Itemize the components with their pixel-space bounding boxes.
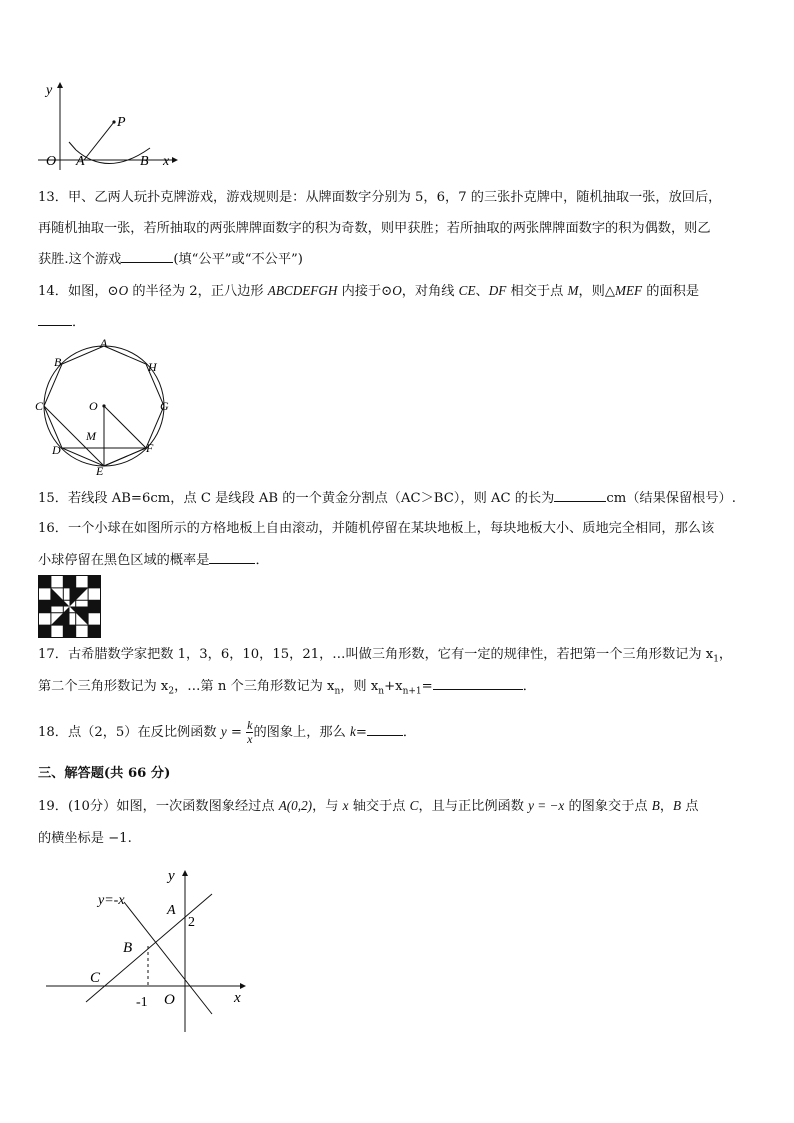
linear-function-figure — [40, 862, 252, 1034]
label-B: B — [140, 154, 149, 169]
svg-text:x: x — [234, 990, 241, 1006]
svg-text:C: C — [35, 399, 44, 413]
label-x: x — [163, 154, 170, 169]
q14-line1: 14．如图，⊙O 的半径为 2，正八边形 ABCDEFGH 内接于⊙O，对角线 CE、DF 相交于点 M，则△MEF 的面积是 — [38, 283, 700, 299]
q17-line2: 第二个三角形数记为 $x_2$，…第 n 个三角形数记为 $x_n$，则 $x_n+x_{n+1}=$ ． — [38, 679, 536, 697]
answer-blank[interactable] — [121, 250, 173, 263]
label-y: y — [46, 83, 53, 98]
parabola-figure — [38, 78, 178, 174]
q15: 15．若线段 AB=6cm，点 C 是线段 AB 的一个黄金分割点（AC＞BC），则 AC 的长为 cm（结果保留根号）. — [38, 491, 736, 506]
label-O: O — [46, 154, 57, 169]
q13-line2: 再随机抽取一张，若所抽取的两张牌牌面数字的积为奇数，则甲获胜；若所抽取的两张牌牌面数字的积为偶数，则乙 — [38, 221, 711, 236]
svg-text:B: B — [123, 940, 133, 956]
answer-blank[interactable] — [367, 723, 403, 736]
svg-text:F: F — [146, 441, 154, 455]
q16-line1: 16．一个小球在如图所示的方格地板上自由滚动，并随机停留在某块地板上，每块地板大小、质地完全相同，那么该 — [38, 521, 715, 536]
svg-text:H: H — [148, 360, 157, 374]
fraction-k-over-x: $\frac{k}{x}$ — [247, 718, 253, 746]
q16-line2: 小球停留在黑色区域的概率是 ． — [38, 553, 269, 568]
answer-blank[interactable] — [209, 551, 255, 564]
q13-line3: 获胜.这个游戏 (填“公平”或“不公平”) — [38, 252, 303, 267]
octagon-figure — [32, 334, 182, 478]
svg-text:G: G — [160, 399, 169, 413]
q18: 18．点（2，5）在反比例函数 y = $\frac{k}{x}$ 的图象上，那么 k= ． — [38, 718, 417, 746]
section-heading: 三、解答题(共 66 分) — [38, 766, 171, 781]
q14-line2: ． — [38, 313, 85, 332]
q19-line1: 19．(10分）如图，一次函数图象经过点 A(0,2)，与 x 轴交于点 C，且与正比例函数 y = −x 的图象交于点 B，B 点 — [38, 798, 699, 814]
svg-text:C: C — [90, 970, 101, 986]
label-P: P — [117, 115, 126, 130]
svg-text:O: O — [164, 992, 175, 1008]
svg-text:B: B — [54, 355, 62, 369]
segment-AP — [84, 122, 114, 160]
tile-grid-figure — [38, 575, 101, 638]
svg-text:2: 2 — [188, 915, 195, 930]
q13-line1: 13．甲、乙两人玩扑克牌游戏，游戏规则是：从牌面数字分别为 5，6，7 的三张扑克牌中，随机抽取一张，放回后， — [38, 190, 722, 205]
svg-text:A: A — [167, 903, 176, 918]
svg-text:O: O — [89, 399, 98, 413]
svg-text:M: M — [86, 429, 96, 443]
svg-text:-1: -1 — [136, 995, 148, 1010]
answer-blank[interactable] — [554, 489, 606, 502]
svg-text:E: E — [96, 464, 104, 478]
q17-line1: 17．古希腊数学家把数 1，3，6，10，15，21，…叫做三角形数，它有一定的规律性，若把第一个三角形数记为 $x_1$， — [38, 647, 733, 665]
svg-text:A: A — [100, 336, 108, 350]
answer-blank[interactable] — [433, 677, 523, 690]
svg-text:y: y — [168, 868, 175, 884]
q19-line2: 的横坐标是 −1. — [38, 831, 132, 846]
label-A: A — [76, 154, 85, 169]
svg-text:y=-x: y=-x — [98, 893, 125, 908]
svg-text:D: D — [52, 443, 61, 457]
answer-blank[interactable] — [38, 313, 72, 326]
